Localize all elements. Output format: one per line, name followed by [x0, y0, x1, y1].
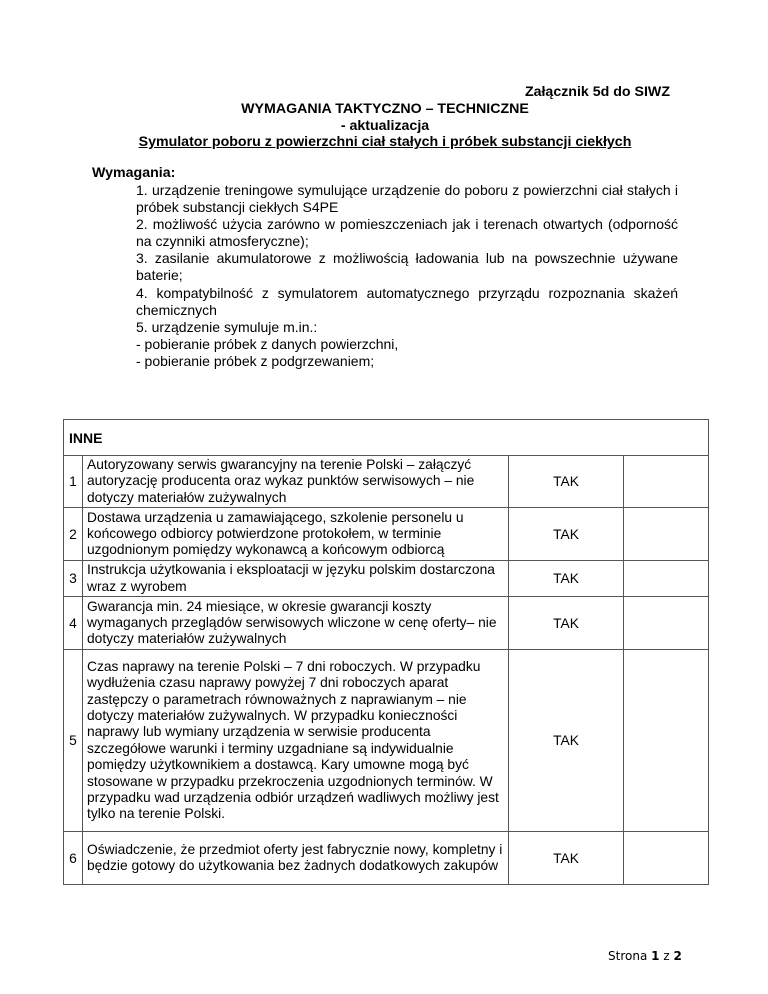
row-description: Instrukcja użytkowania i eksploatacji w języku polskim dostarczona wraz z wyrobem — [83, 561, 509, 597]
footer-prefix: Strona — [608, 949, 648, 963]
row-value: TAK — [509, 508, 624, 561]
document-subtitle: - aktualizacja — [340, 118, 430, 134]
table-row — [64, 832, 709, 885]
row-number: 5 — [64, 650, 83, 832]
requirement-item: - pobieranie próbek z danych powierzchni, — [136, 335, 399, 352]
row-value: TAK — [509, 832, 624, 885]
row-value: TAK — [509, 597, 624, 650]
table-row — [64, 456, 709, 508]
annex-label: Załącznik 5d do SIWZ — [524, 84, 670, 100]
row-value: TAK — [509, 456, 624, 508]
footer-separator: z — [663, 949, 670, 963]
requirement-item: 5. urządzenie symuluje m.in.: — [136, 318, 318, 335]
row-value: TAK — [509, 561, 624, 597]
requirement-item: 4. kompatybilność z symulatorem automatycznego przyrządu rozpoznania skażeń chemicznych — [136, 284, 678, 318]
table-row — [64, 597, 709, 650]
page-footer — [608, 949, 682, 963]
row-blank-cell — [624, 508, 709, 561]
document-title: WYMAGANIA TAKTYCZNO – TECHNICZNE — [241, 101, 529, 117]
row-blank-cell — [624, 456, 709, 508]
row-number: 1 — [64, 456, 83, 508]
row-description: Autoryzowany serwis gwarancyjny na terenie Polski – załączyć autoryzację producenta oraz wykaz punktów serwisowych – nie dotyczy materiałów zużywalnych — [83, 456, 509, 508]
row-blank-cell — [624, 832, 709, 885]
row-number: 2 — [64, 508, 83, 561]
table-row — [64, 650, 709, 832]
requirement-item: - pobieranie próbek z podgrzewaniem; — [136, 352, 375, 369]
table-row — [64, 508, 709, 561]
requirements-list — [136, 182, 678, 370]
row-number: 3 — [64, 561, 83, 597]
row-description: Gwarancja min. 24 miesiące, w okresie gwarancji koszty wymaganych przeglądów serwisowych wliczone w cenę oferty– nie dotyczy materiałów zużywalnych — [83, 597, 509, 650]
device-title: Symulator poboru z powierzchni ciał stałych i próbek substancji ciekłych — [138, 134, 632, 150]
footer-page-total: 2 — [673, 949, 682, 963]
requirement-item: 2. możliwość użycia zarówno w pomieszczeniach jak i terenach otwartych (odporność na czynniki atmosferyczne); — [136, 216, 678, 250]
requirements-heading: Wymagania: — [92, 165, 176, 181]
requirements-table — [63, 419, 709, 885]
row-number: 6 — [64, 832, 83, 885]
footer-page-number: 1 — [651, 949, 660, 963]
row-blank-cell — [624, 650, 709, 832]
row-description: Dostawa urządzenia u zamawiającego, szkolenie personelu u końcowego odbiorcy potwierdzone protokołem, w terminie uzgodnionym pomiędzy wykonawcą a końcowym odbiorcą — [83, 508, 509, 561]
row-description: Czas naprawy na terenie Polski – 7 dni roboczych. W przypadku wydłużenia czasu naprawy powyżej 7 dni roboczych aparat zastępczy o parametrach równoważnych z naprawianym – nie dotyczy materiałów zużywalnych. W przypadku konieczności naprawy lub wymiany urządzenia w serwisie producenta szczegółowe warunki i terminy uzgadniane są indywidualnie pomiędzy użytkownikiem a dostawcą. Kary umowne mogą być stosowane w przypadku przekroczenia uzgodnionych terminów. W przypadku wad urządzenia odbiór urządzeń wadliwych możliwy jest tylko na terenie Polski. — [83, 650, 509, 832]
table-section-row — [64, 420, 709, 456]
row-number: 4 — [64, 597, 83, 650]
table-row — [64, 561, 709, 597]
requirement-item: 1. urządzenie treningowe symulujące urządzenie do poboru z powierzchni ciał stałych i próbek substancji ciekłych S4PE — [136, 182, 678, 216]
section-heading: INNE — [64, 420, 709, 456]
row-blank-cell — [624, 561, 709, 597]
row-description: Oświadczenie, że przedmiot oferty jest fabrycznie nowy, kompletny i będzie gotowy do użytkowania bez żadnych dodatkowych zakupów — [83, 832, 509, 885]
requirement-item: 3. zasilanie akumulatorowe z możliwością ładowania lub na powszechnie używane baterie; — [136, 250, 678, 284]
row-blank-cell — [624, 597, 709, 650]
row-value: TAK — [509, 650, 624, 832]
